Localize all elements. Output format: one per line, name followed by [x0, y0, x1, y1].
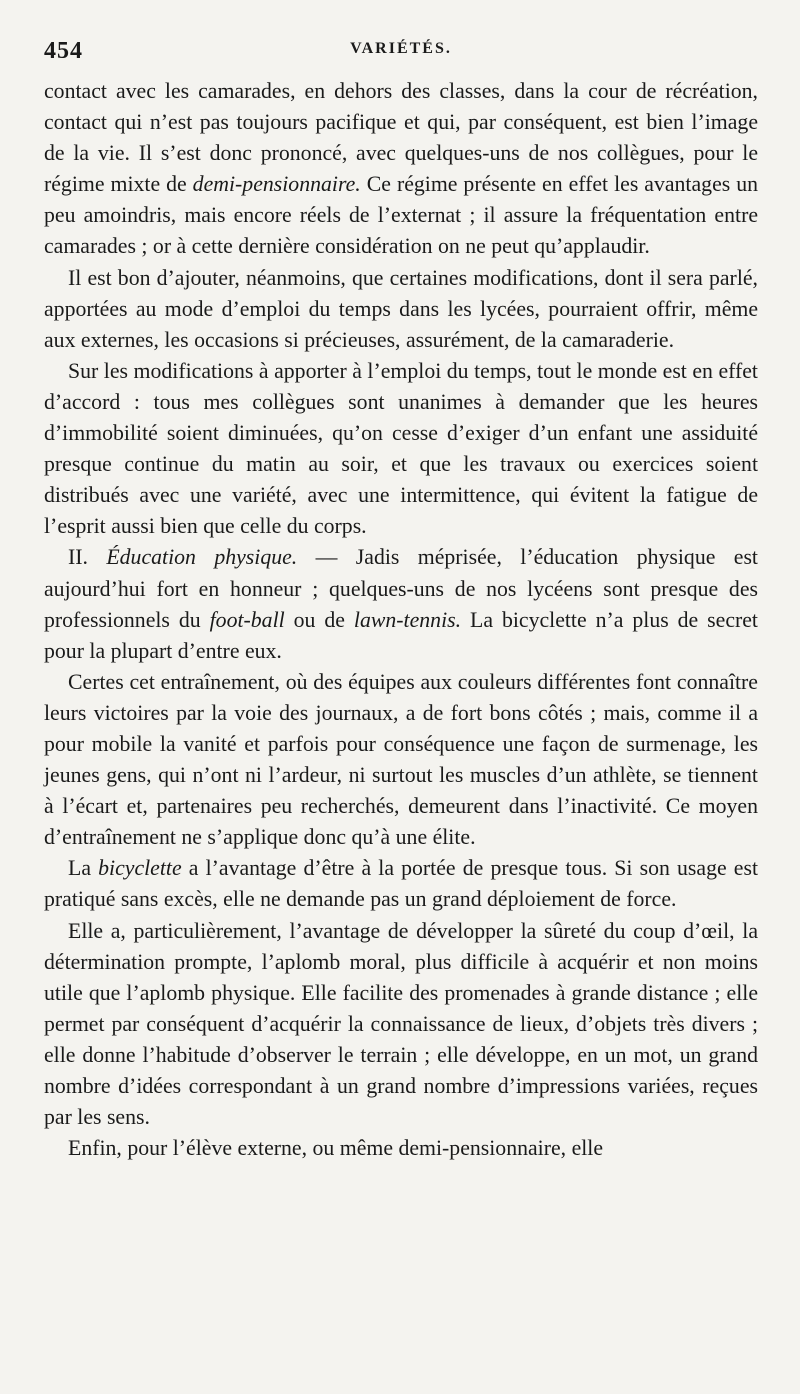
term-foot-ball: foot-ball	[209, 607, 285, 632]
paragraph-5: Certes cet entraînement, où des équipes aux couleurs différentes font connaître leurs victoires par la voie des journaux, a de fort bons côtés ; mais, comme il a pour mobile la vanité et parfois pour conséquence une façon de surmenage, les jeunes gens, qui n’ont ni l’ardeur, ni surtout les muscles d’un athlète, se tiennent à l’écart et, partenaires peu recherchés, demeurent dans l’inactivité. Ce moyen d’entraînement ne s’applique donc qu’à une élite.	[44, 669, 758, 850]
paragraph-1	[44, 76, 758, 263]
paragraph-8: Enfin, pour l’élève externe, ou même demi-pensionnaire, elle	[68, 1136, 604, 1161]
paragraph-1-emphasis: demi-pensionnaire.	[192, 172, 361, 197]
running-head	[44, 30, 758, 70]
paragraph-4-text-a: — Jadis méprisée, l’éducation physique est aujourd’hui fort en honneur ; quelques-uns de nos lycéens sont presque des professionnels du	[44, 545, 758, 632]
paragraph-6-text-b: a l’avantage d’être à la portée de presque tous. Si son usage est pratiqué sans excès, elle ne demande pas un grand déploiement de force.	[44, 856, 758, 912]
paragraph-4-section-heading	[44, 542, 758, 666]
page-number: 454	[44, 38, 83, 64]
paragraph-7: Elle a, particulièrement, l’avantage de développer la sûreté du coup d’œil, la détermination prompte, l’aplomb moral, plus difficile à acquérir et non moins utile que l’aplomb physique. Elle facilite des promenades à grande distance ; elle permet par conséquent d’acquérir la connaissance de lieux, d’objets très divers ; elle donne l’habitude d’observer le terrain ; elle développe, en un mot, un grand nombre d’idées correspondant à un grand nombre d’impressions variées, reçues par les sens.	[44, 918, 758, 1130]
section-number: II.	[68, 545, 107, 570]
paragraph-3: Sur les modifications à apporter à l’emploi du temps, tout le monde est en effet d’accord : tous mes collègues sont unanimes à demander que les heures d’immobilité soient diminuées, qu’on cesse d’exiger d’un enfant une assiduité presque continue du matin au soir, et que les travaux ou exercices soient distribués avec une variété, avec une intermittence, qui évitent la fatigue de l’esprit aussi bien que celle du corps.	[44, 358, 758, 539]
paragraph-1-text: contact avec les camarades, en dehors des classes, dans la cour de récréation, contact qui n’est pas toujours pacifique et qui, par conséquent, est bien l’image de la vie. Il s’est donc prononcé, avec quelques-uns de nos collègues, pour le régime mixte de	[44, 79, 758, 197]
paragraph-6-text-a: La	[68, 856, 99, 881]
section-title: Éducation physique.	[106, 545, 298, 570]
paragraph-4-text-c: La bicyclette n’a plus de secret pour la plupart d’entre eux.	[44, 607, 758, 663]
paragraph-1-text-end: Ce régime présente en effet les avantages un peu amoindris, mais encore réels de l’externat ; il assure la fréquentation entre camarades ; or à cette dernière considération on ne peut qu’applaudir.	[44, 172, 758, 259]
body-text	[44, 76, 758, 1164]
running-title: VARIÉTÉS.	[350, 40, 452, 57]
term-lawn-tennis: lawn-tennis.	[353, 607, 462, 632]
paragraph-6	[44, 853, 758, 915]
term-bicyclette: bicyclette	[98, 856, 182, 881]
paragraph-4-text-b: ou de	[284, 607, 354, 632]
paragraph-2: Il est bon d’ajouter, néanmoins, que certaines modifications, dont il sera parlé, apportées au mode d’emploi du temps dans les lycées, pourraient offrir, même aux externes, les occasions si précieuses, assurément, de la camaraderie.	[44, 265, 758, 352]
